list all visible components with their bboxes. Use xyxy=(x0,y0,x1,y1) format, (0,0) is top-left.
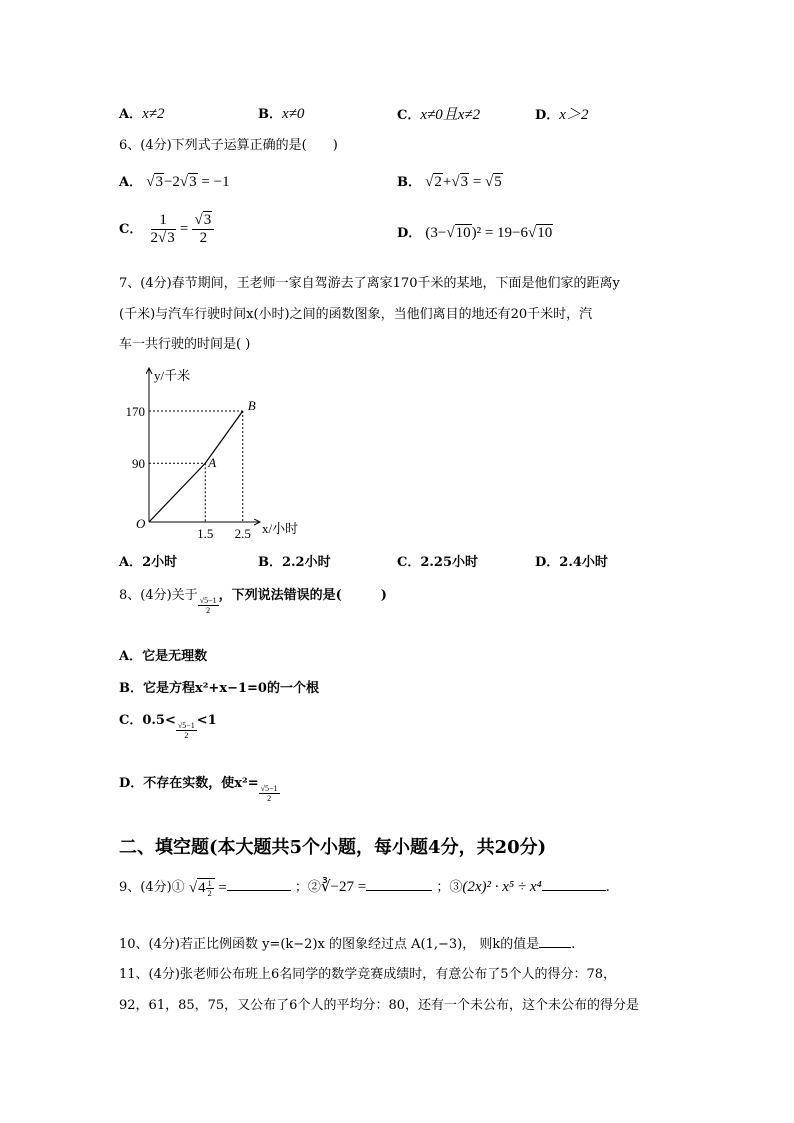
q6-option-b: B． √2+√3 = √5 xyxy=(397,174,502,190)
q5-option-a: A．x≠2 xyxy=(119,106,165,122)
q8-stem: 8、(4分)关于 $\frac{√5-1}{2}$ ，下列说法错误的是( ) xyxy=(119,588,387,615)
q8-option-a: A．它是无理数 xyxy=(119,649,208,664)
q8-option-c: C．0.5< $\frac{√5-1}{2}$ <1 xyxy=(119,713,217,740)
q11-line-1: 11、(4分)张老师公布班上6名同学的数学竞赛成绩时，有意公布了5个人的得分：78， xyxy=(119,967,617,982)
point-a-label: A xyxy=(208,455,217,471)
q7-line-2: (千米)与汽车行驶时间x(小时)之间的函数图象，当他们离目的地还有20千米时，汽 xyxy=(119,307,593,322)
q9-blank-1[interactable] xyxy=(227,878,291,891)
q6-option-d: D． (3−√10)² = 19−6√10 xyxy=(397,225,553,241)
y-tick-170: 170 xyxy=(125,403,145,419)
x-axis-label: x/小时 xyxy=(262,521,299,536)
q7-option-b: B．2.2小时 xyxy=(258,555,331,570)
q6-option-a: A． √3−2√3 = −1 xyxy=(119,174,230,190)
q7-option-d: D．2.4小时 xyxy=(535,555,608,570)
q8-option-b: B．它是方程x²+x−1=0的一个根 xyxy=(119,681,319,696)
q5-option-b: B．x≠0 xyxy=(258,106,305,122)
section-2-heading: 二、填空题(本大题共5个小题，每小题4分，共20分) xyxy=(119,837,547,858)
q7-function-graph xyxy=(110,360,310,545)
q10-blank[interactable] xyxy=(539,935,571,948)
q5-option-d: D．x＞2 xyxy=(535,107,589,123)
origin-label: O xyxy=(136,516,146,531)
q9-line: 9、(4分)① √4 $\frac{1}{2}$ = ；②∛−27 = ；③(2x)² · x⁵ ÷ x⁴ . xyxy=(119,878,610,898)
q7-line-3: 车一共行驶的时间是( ) xyxy=(119,337,251,352)
point-b-label: B xyxy=(247,397,256,413)
q7-option-a: A．2小时 xyxy=(119,555,178,570)
q6-option-c: C． $\frac{1}{2√3}$ = $\frac{√3}{2}$ xyxy=(119,212,214,247)
q11-line-2: 92，61，85，75，又公布了6个人的平均分：80，还有一个未公布，这个未公布的得分是 xyxy=(119,998,639,1013)
q6-stem: 6、(4分)下列式子运算正确的是( ) xyxy=(119,138,338,153)
q7-option-c: C．2.25小时 xyxy=(397,555,479,570)
x-tick-1.5: 1.5 xyxy=(197,526,214,541)
q5-option-c: C．x≠0且x≠2 xyxy=(397,107,481,123)
x-tick-2.5: 2.5 xyxy=(234,526,251,541)
q10-line: 10、(4分)若正比例函数 y=(k−2)x 的图象经过点 A(1,−3)， 则k的值是 . xyxy=(119,937,576,952)
y-axis-label: y/千米 xyxy=(154,368,191,383)
distance-line xyxy=(149,411,243,522)
q9-blank-2[interactable] xyxy=(366,878,432,891)
q9-blank-3[interactable] xyxy=(542,878,606,891)
q7-line-1: 7、(4分)春节期间，王老师一家自驾游去了离家170千米的某地，下面是他们家的距离y xyxy=(119,276,620,291)
q8-option-d: D．不存在实数，使x²= $\frac{√5-1}{2}$ xyxy=(119,776,278,803)
y-tick-90: 90 xyxy=(132,456,145,472)
